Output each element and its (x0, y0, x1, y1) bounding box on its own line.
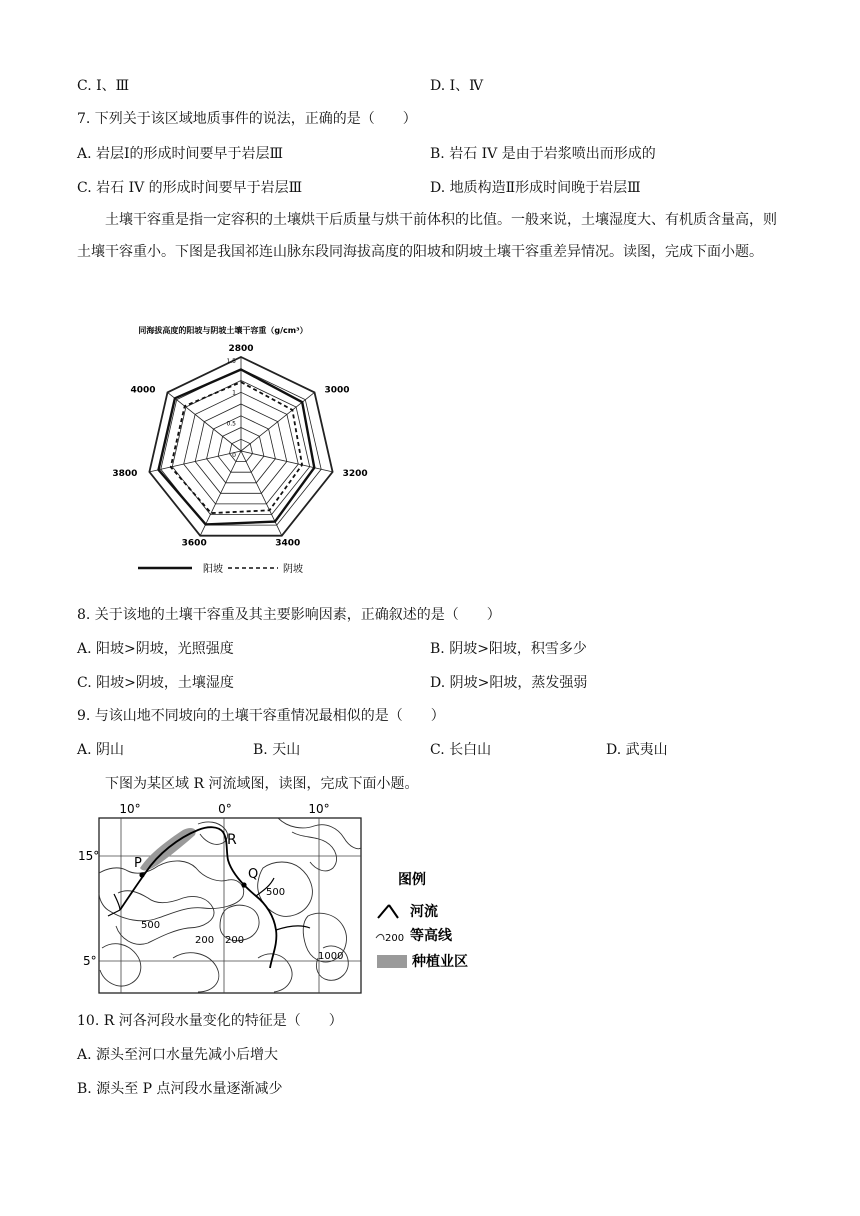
radar-spoke (241, 392, 315, 451)
passage-soil-density: 土壤干容重是指一定容积的土壤烘干后质量与烘干前体积的比值。一般来说，土壤湿度大、有机质含量高，则土壤干容重小。下图是我国祁连山脉东段同海拔高度的阳坡和阴坡土壤干容重差异情况。读图，完成下面小题。 (77, 212, 777, 260)
lat-label-15: 15° (78, 849, 100, 863)
legend-contour-icon (376, 934, 384, 940)
q10-option-b: B. 源头至 P 点河段水量逐渐减少 (77, 1081, 283, 1097)
radar-legend (138, 562, 303, 575)
q6-option-d: D. Ⅰ、Ⅳ (430, 78, 484, 94)
q10-stem: 10. R 河各河段水量变化的特征是（ ） (77, 1013, 343, 1029)
lat-label-5: 5° (83, 954, 97, 968)
legend-sunny-label: 阳坡 (203, 564, 223, 575)
q9-option-c: C. 长白山 (430, 742, 492, 758)
q9-option-d: D. 武夷山 (606, 742, 668, 758)
q7-option-c: C. 岩石 IV 的形成时间要早于岩层Ⅲ (77, 180, 303, 196)
q8-option-b: B. 阴坡>阳坡，积雪多少 (430, 641, 587, 657)
radar-grid (149, 357, 332, 536)
contour-label-500-west: 500 (141, 920, 161, 931)
point-p (139, 872, 144, 877)
q7-option-b: B. 岩石 IV 是由于岩浆喷出而形成的 (430, 146, 656, 162)
river-map (78, 798, 478, 998)
radar-scale-label: 1 (232, 389, 236, 397)
legend-river-icon (378, 905, 398, 918)
lon-label-east: 10° (308, 802, 330, 816)
label-q: Q (248, 867, 259, 882)
contour-label-200-west: 200 (195, 935, 215, 946)
radar-axis-labels (112, 344, 367, 549)
q8-stem: 8. 关于该地的土壤干容重及其主要影响因素，正确叙述的是（ ） (77, 607, 501, 623)
q8-option-c: C. 阳坡>阴坡，土壤湿度 (77, 675, 234, 691)
q8-option-d: D. 阴坡>阳坡，蒸发强弱 (430, 675, 588, 691)
radar-scale-label: 0 (232, 452, 236, 459)
contour-label-500-east: 500 (266, 887, 286, 898)
label-p: P (134, 856, 142, 871)
radar-axis-label: 3800 (112, 468, 138, 479)
q7-stem: 7. 下列关于该区域地质事件的说法，正确的是（ ） (77, 111, 417, 127)
lon-label-zero: 0° (218, 802, 232, 816)
lon-label-west: 10° (119, 802, 141, 816)
passage-river-intro: 下图为某区域 R 河流域图，读图，完成下面小题。 (105, 776, 419, 792)
q9-option-a: A. 阴山 (77, 742, 125, 758)
q7-option-d: D. 地质构造Ⅱ形成时间晚于岩层Ⅲ (430, 180, 641, 196)
radar-scale-label: 1.5 (226, 358, 236, 365)
legend-title: 图例 (398, 872, 426, 888)
radar-axis-label: 3200 (342, 468, 368, 479)
q9-stem: 9. 与该山地不同坡向的土壤干容重情况最相似的是（ ） (77, 708, 445, 724)
radar-chart-title: 同海拔高度的阳坡与阴坡土壤干容重（g/cm³） (138, 326, 308, 335)
legend-contour-value: 200 (385, 933, 405, 944)
q9-option-b: B. 天山 (253, 742, 301, 758)
label-r: R (227, 832, 237, 848)
contour-label-200-east: 200 (225, 935, 245, 946)
legend-shady-label: 阴坡 (283, 564, 303, 575)
radar-scale-label: 0.5 (226, 420, 236, 428)
radar-chart (100, 318, 368, 583)
radar-axis-label: 4000 (130, 385, 156, 396)
q8-option-a: A. 阳坡>阴坡，光照强度 (77, 641, 234, 657)
q10-option-a: A. 源头至河口水量先减小后增大 (77, 1047, 279, 1063)
legend-river-label: 河流 (410, 904, 438, 920)
contour-label-1000: 1000 (318, 951, 344, 962)
radar-axis-label: 3600 (181, 538, 207, 549)
radar-axis-label: 2800 (228, 344, 254, 354)
radar-axis-label: 3400 (275, 538, 301, 549)
point-q (241, 882, 246, 887)
q7-option-a: A. 岩层Ⅰ的形成时间要早于岩层Ⅲ (77, 146, 284, 162)
radar-axis-label: 3000 (324, 385, 350, 396)
map-legend (376, 871, 468, 970)
legend-contour-label: 等高线 (410, 928, 452, 944)
radar-spoke (241, 451, 333, 472)
legend-plantation-label: 种植业区 (412, 954, 468, 970)
legend-plantation-swatch (377, 955, 407, 968)
q6-option-c: C. Ⅰ、Ⅲ (77, 78, 130, 94)
